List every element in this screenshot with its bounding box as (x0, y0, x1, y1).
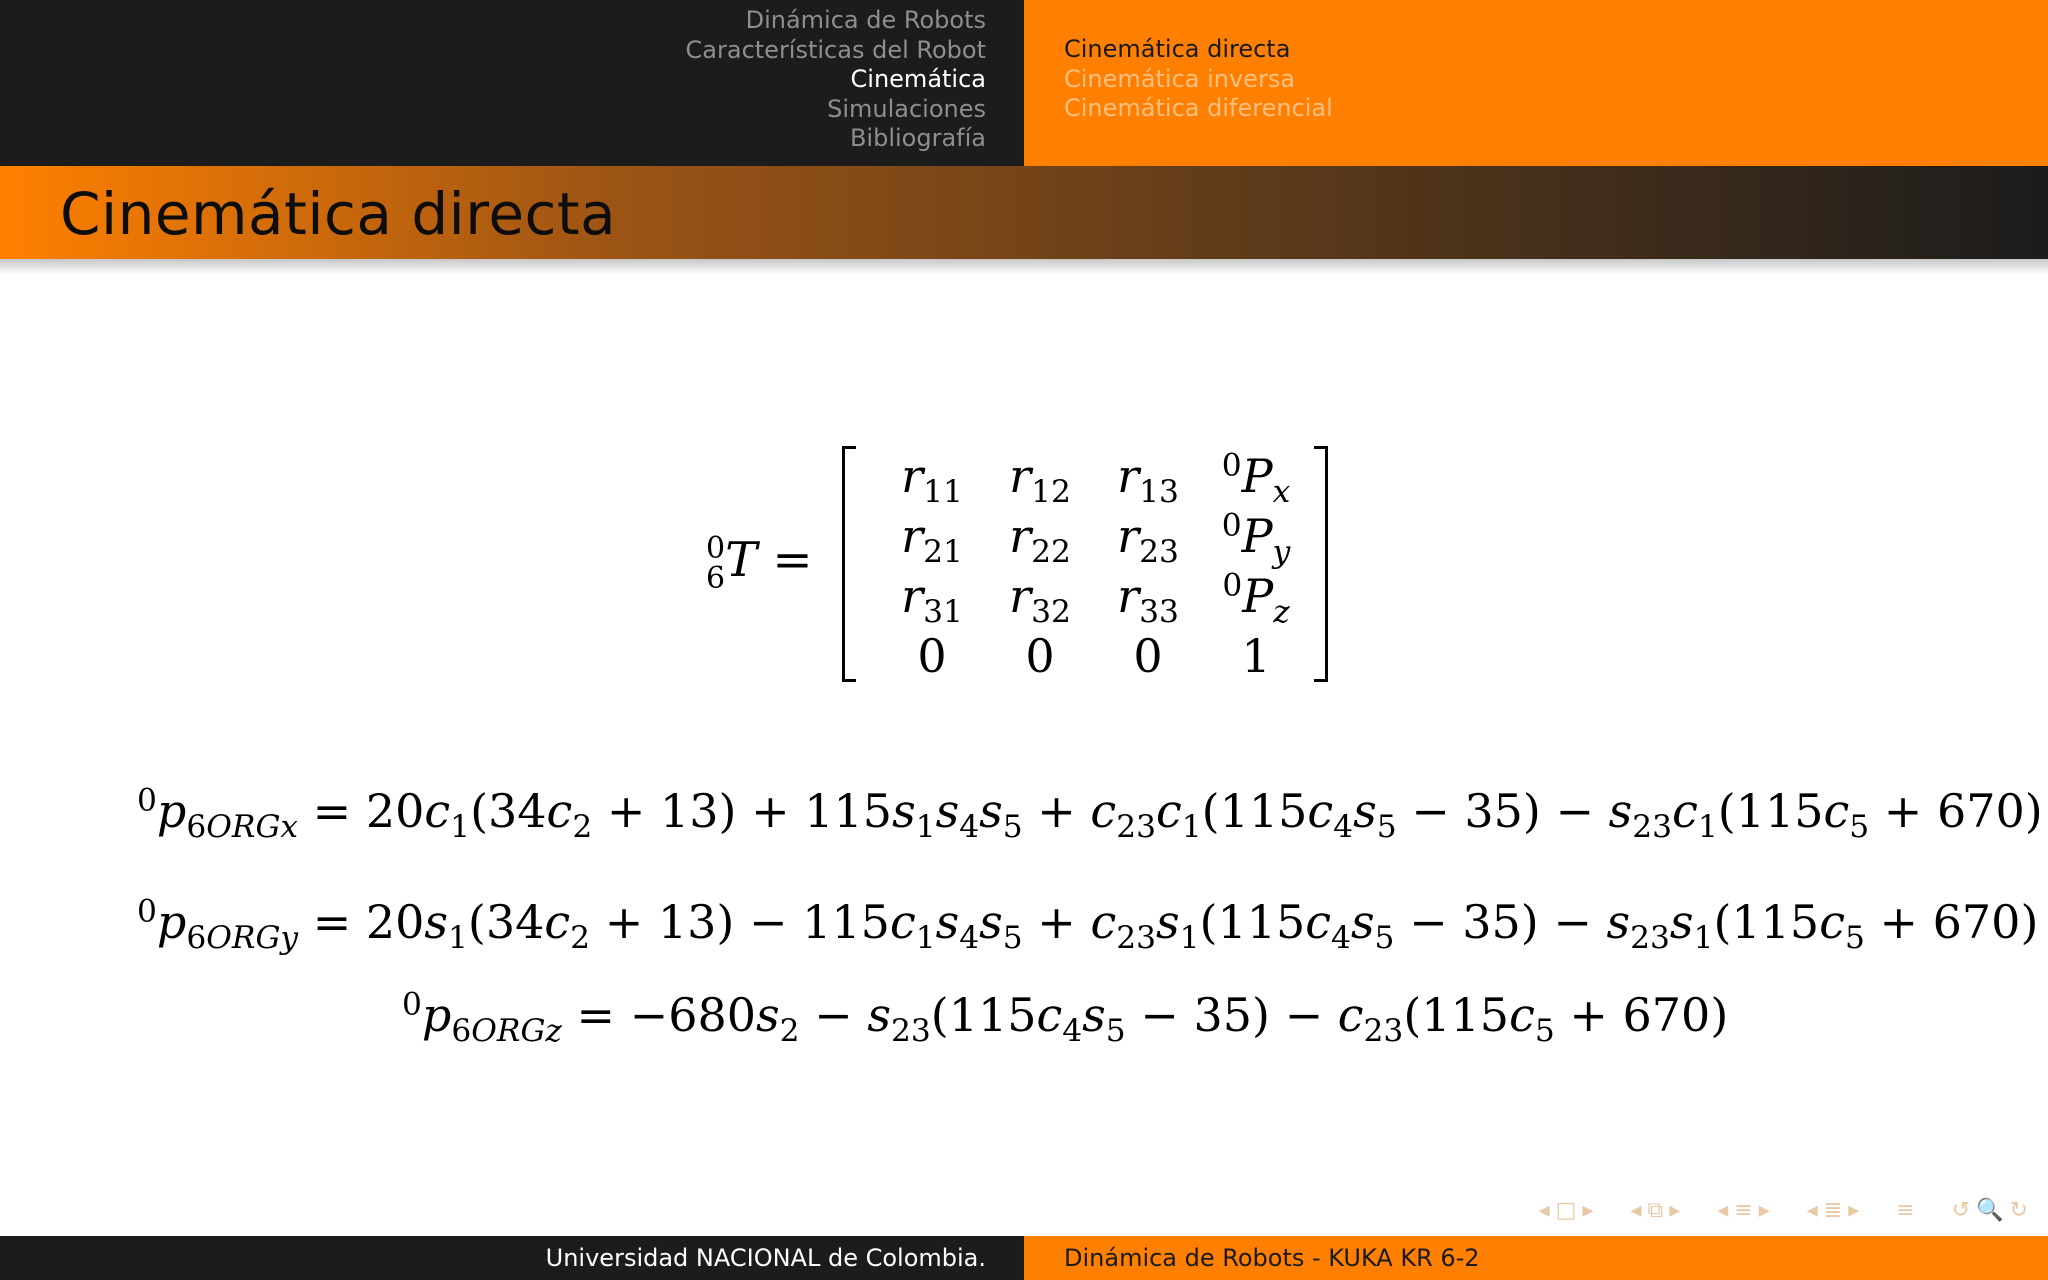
matrix-cell: $r_{31}$ (901, 569, 963, 631)
matrix-row (878, 626, 1310, 686)
equation-px: $^0p_{6ORGx} = 20c_1(34c_2 + 13) + 115s_1s_4s_5 + c_{23}c_1(115c_4s_5 - 35) - s_{23}c_1(115c_5 + 670)$ (137, 782, 2043, 846)
matrix-right-bracket (1314, 446, 1328, 682)
subsection-nav-icon[interactable]: ◂⧉▸ (1630, 1198, 1687, 1223)
transform-lhs: 0 6 T = (706, 530, 813, 596)
matrix-cell: $^0P_x$ (1221, 447, 1291, 511)
subsection-link-diferencial[interactable]: Cinemática diferencial (1064, 94, 1333, 122)
matrix-cell: $r_{33}$ (1117, 569, 1179, 631)
document-nav-icon[interactable]: ◂≣▸ (1806, 1198, 1866, 1223)
subsection-link-directa[interactable]: Cinemática directa (1064, 35, 1291, 63)
matrix-cell: $r_{32}$ (1009, 569, 1071, 631)
section-link-cinematica[interactable]: Cinemática (850, 65, 986, 93)
search-back-icon[interactable]: ↺🔍↻ (1951, 1198, 2034, 1223)
footer-institution-panel (0, 1236, 1024, 1280)
header-sections-panel (0, 0, 1024, 166)
matrix-cell: $r_{11}$ (901, 449, 963, 511)
matrix-cell: 0 (1025, 629, 1055, 683)
matrix-cell: 1 (1241, 629, 1271, 683)
matrix-row (878, 446, 1310, 511)
matrix-cell: $^0P_y$ (1221, 507, 1291, 571)
frame-title-bar (0, 166, 2048, 259)
equation-pz: $^0p_{6ORGz} = -680s_2 - s_{23}(115c_4s_5 - 35) - c_{23}(115c_5 + 670)$ (402, 986, 1729, 1050)
title-shadow (0, 259, 2048, 275)
section-nav-icon[interactable]: ◂≡▸ (1717, 1198, 1776, 1223)
matrix-cell: $r_{12}$ (1009, 449, 1071, 511)
section-link-caracteristicas[interactable]: Características del Robot (685, 35, 986, 64)
footer-institution: Universidad NACIONAL de Colombia. (545, 1244, 986, 1272)
subsection-list (1064, 35, 1333, 124)
matrix-grid (878, 446, 1310, 686)
frame-title: Cinemática directa (60, 180, 617, 248)
section-list (686, 6, 986, 154)
matrix-cell: $r_{22}$ (1009, 509, 1071, 571)
matrix-cell: 0 (1133, 629, 1163, 683)
matrix-cell: 0 (917, 629, 947, 683)
frame-nav-icon[interactable]: ◂□▸ (1538, 1198, 1600, 1223)
subsection-link-inversa[interactable]: Cinemática inversa (1064, 64, 1296, 93)
equation-py: $^0p_{6ORGy} = 20s_1(34c_2 + 13) - 115c_1s_4s_5 + c_{23}s_1(115c_4s_5 - 35) - s_{23}s_1(115c_5 + 670)$ (137, 893, 2039, 957)
footer-title: Dinámica de Robots - KUKA KR 6-2 (1064, 1244, 1480, 1272)
matrix-cell: $r_{13}$ (1117, 449, 1179, 511)
matrix-row (878, 566, 1310, 631)
section-link-bibliografia[interactable]: Bibliografía (849, 124, 986, 152)
matrix-cell: $r_{23}$ (1117, 509, 1179, 571)
matrix-row (878, 506, 1310, 571)
matrix-cell: $^0P_z$ (1222, 567, 1290, 631)
navigation-symbols (1521, 1198, 2034, 1223)
section-link-simulaciones[interactable]: Simulaciones (827, 94, 986, 123)
transform-matrix (842, 446, 1328, 682)
matrix-cell: $r_{21}$ (901, 509, 963, 571)
section-link-dinamica[interactable]: Dinámica de Robots (745, 6, 986, 34)
footer-title-panel (1024, 1236, 2048, 1280)
matrix-left-bracket (842, 446, 856, 682)
header-subsections-panel (1024, 0, 2048, 166)
appendix-nav-icon[interactable]: ≡ (1896, 1198, 1921, 1223)
